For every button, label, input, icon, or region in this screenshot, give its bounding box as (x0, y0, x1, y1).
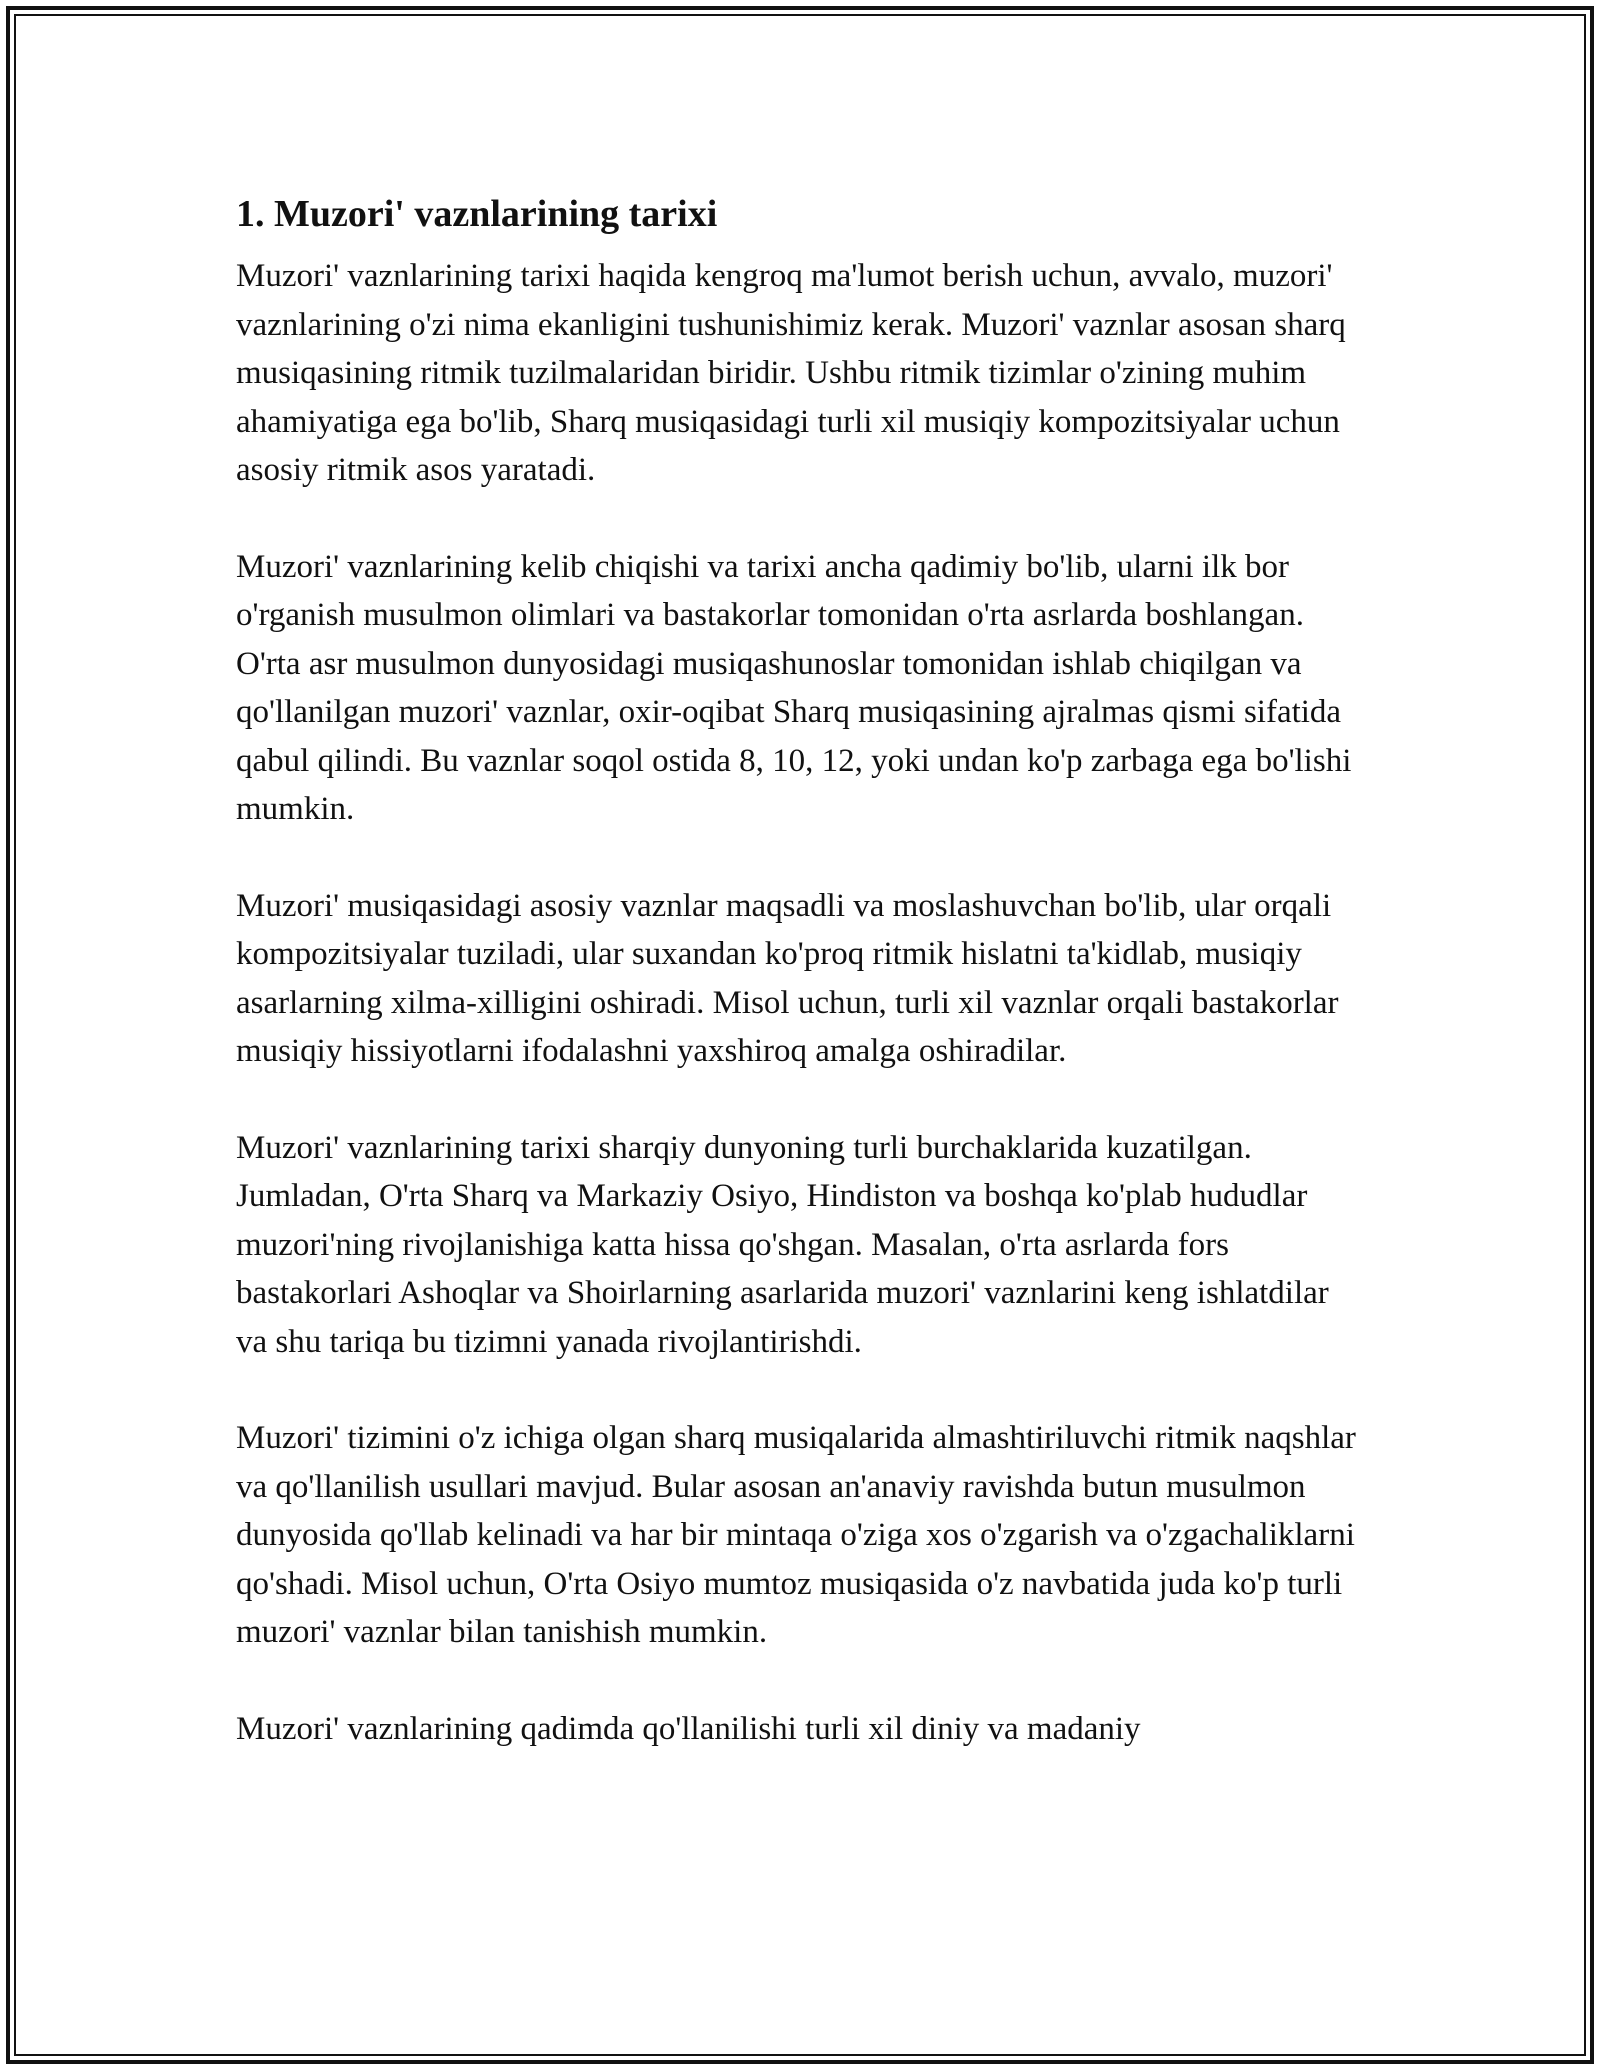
paragraph-5: Muzori' tizimini o'z ichiga olgan sharq musiqalarida almashtiriluvchi ritmik naqshlar va qo'llanilish usullari mavjud. Bular asosan an'anaviy ravishda butun musulmon dunyosida qo'llab kelinadi va har bir mintaqa o'ziga xos o'zgarish va o'zgachaliklarni qo'shadi. Misol uchun, O'rta Osiyo mumtoz musiqasida o'z navbatida juda ko'p turli muzori' vaznlar bilan tanishish mumkin. (236, 1420, 1356, 1650)
paragraph-1: Muzori' vaznlarining tarixi haqida kengroq ma'lumot berish uchun, avvalo, muzori' vaznlarining o'zi nima ekanligini tushunishimiz kerak. Muzori' vaznlar asosan sharq musiqasining ritmik tuzilmalaridan biridir. Ushbu ritmik tizimlar o'zining muhim ahamiyatiga ega bo'lib, Sharq musiqasidagi turli xil musiqiy kompozitsiyalar uchun asosiy ritmik asos yaratadi. (236, 258, 1346, 488)
paragraph-4: Muzori' vaznlarining tarixi sharqiy dunyoning turli burchaklarida kuzatilgan. Jumladan, O'rta Sharq va Markaziy Osiyo, Hindiston va boshqa ko'plab hududlar muzori'ning rivojlanishiga katta hissa qo'shgan. Masalan, o'rta asrlarda fors bastakorlari Ashoqlar va Shoirlarning asarlarida muzori' vaznlarini keng ishlatdilar va shu tariqa bu tizimni yanada rivojlantirishdi. (236, 1129, 1329, 1360)
paragraph-2: Muzori' vaznlarining kelib chiqishi va tarixi ancha qadimiy bo'lib, ularni ilk bor o'rganish musulmon olimlari va bastakorlar tomonidan o'rta asrlarda boshlangan. O'rta asr musulmon dunyosidagi musiqashunoslar tomonidan ishlab chiqilgan va qo'llanilgan muzori' vaznlar, oxir-oqibat Sharq musiqasining ajralmas qismi sifatida qabul qilindi. Bu vaznlar soqol ostida 8, 10, 12, yoki undan ko'p zarbaga ega bo'lishi mumkin. (236, 548, 1352, 827)
paragraph-6: Muzori' vaznlarining qadimda qo'llanilishi turli xil diniy va madaniy (236, 1710, 1141, 1747)
paragraph-3: Muzori' musiqasidagi asosiy vaznlar maqsadli va moslashuvchan bo'lib, ular orqali kompozitsiyalar tuziladi, ular suxandan ko'proq ritmik hislatni ta'kidlab, musiqiy asarlarning xilma-xilligini oshiradi. Misol uchun, turli xil vaznlar orqali bastakorlar musiqiy hissiyotlarni ifodalashni yaxshiroq amalga oshiradilar. (236, 887, 1339, 1069)
document-body (236, 188, 1366, 1801)
section-heading: 1. Muzori' vaznlarining tarixi (236, 193, 718, 235)
